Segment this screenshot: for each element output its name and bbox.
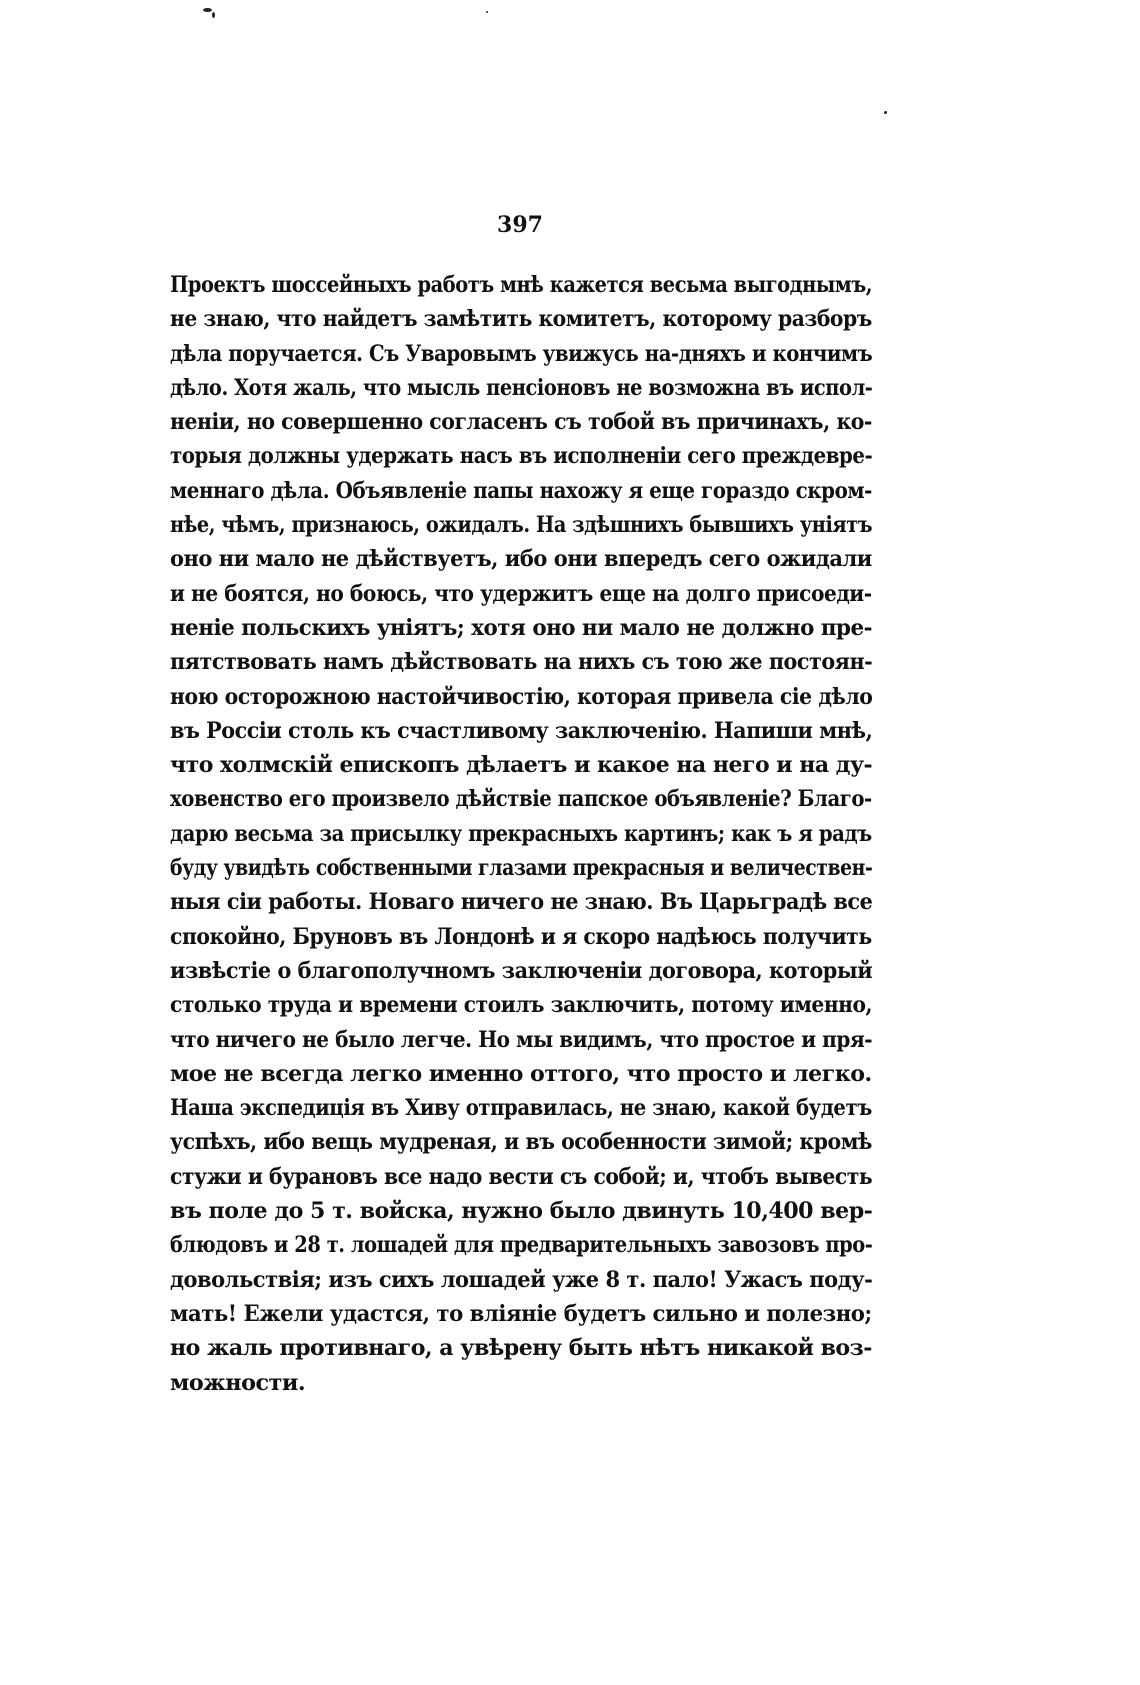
text-line: блюдовъ и 28 т. лошадей для предварительныхъ завозовъ про- (170, 1232, 873, 1259)
text-line: не знаю, что найдетъ замѣтить комитетъ, которому разборъ (170, 306, 872, 333)
text-line: но жаль противнаго, а увѣрену быть нѣтъ никакой воз- (170, 1335, 872, 1362)
text-line: стужи и бурановъ все надо вести съ собой; и, чтобъ вывесть (170, 1163, 873, 1190)
text-line: что холмскій епископъ дѣлаетъ и какое на него и на ду- (170, 752, 873, 779)
text-line: дѣло. Хотя жаль, что мысль пенсіоновъ не возможна въ испол- (170, 374, 873, 401)
ink-speck (486, 11, 488, 13)
text-line: что ничего не было легче. Но мы видимъ, что простое и пря- (170, 1026, 873, 1053)
text-line: дарю весьма за присылку прекрасныхъ картинъ; как ъ я радъ (170, 820, 872, 847)
text-line: торыя должны удержать насъ въ исполненіи сего преждевре- (170, 443, 873, 470)
text-line: ныя сіи работы. Новаго ничего не знаю. Въ Царьградѣ все (170, 889, 873, 916)
text-line: можности. (170, 1369, 306, 1396)
text-line: Наша экспедиція въ Хиву отправилась, не знаю, какой будетъ (170, 1095, 872, 1122)
text-line: спокойно, Бруновъ въ Лондонѣ и я скоро надѣюсь получить (170, 923, 872, 950)
text-line: въ поле до 5 т. войска, нужно было двинуть 10,400 вер- (170, 1198, 873, 1225)
ink-speck (212, 12, 215, 18)
text-line: нѣе, чѣмъ, признаюсь, ожидалъ. На здѣшнихъ бывшихъ уніятъ (170, 512, 873, 539)
text-line: Проектъ шоссейныхъ работъ мнѣ кажется весьма выгоднымъ, (170, 272, 873, 298)
text-line: довольствія; изъ сихъ лошадей уже 8 т. пало! Ужасъ поду- (170, 1266, 873, 1293)
ink-speck (884, 111, 887, 114)
text-line: успѣхъ, ибо вещь мудреная, и въ особенности зимой; кромѣ (170, 1129, 872, 1156)
text-line: въ Россіи столь къ счастливому заключенію. Напиши мнѣ, (170, 717, 873, 744)
text-line: неніе польскихъ уніятъ; хотя оно ни мало не должно пре- (170, 614, 872, 641)
text-line: буду увидѣть собственными глазами прекрасныя и величествен- (170, 855, 873, 882)
text-line: пятствовать намъ дѣйствовать на нихъ съ тою же постоян- (170, 649, 873, 676)
text-line: ховенство его произвело дѣйствіе папское объявленіе? Благо- (170, 786, 872, 813)
text-line: оно ни мало не дѣйствуетъ, ибо они впередъ сего ожидали (170, 546, 872, 573)
page-number: 397 (497, 212, 543, 238)
body-text (170, 268, 872, 1400)
text-line: столько труда и времени стоилъ заключить, потому именно, (170, 992, 873, 1019)
text-line: мое не всегда легко именно оттого, что просто и легко. (170, 1060, 872, 1087)
text-line: неніи, но совершенно согласенъ съ тобой въ причинахъ, ко- (170, 409, 872, 436)
ink-speck (203, 8, 212, 12)
text-line: извѣстіе о благополучномъ заключеніи договора, который (170, 957, 873, 984)
text-line: и не боятся, но боюсь, что удержитъ еще на долго присоеди- (170, 580, 872, 607)
text-line: меннаго дѣла. Объявленіе папы нахожу я еще гораздо скром- (170, 477, 872, 504)
text-line: ною осторожною настойчивостію, которая привела сіе дѣло (170, 683, 873, 710)
text-line: мать! Ежели удастся, то вліяніе будетъ сильно и полезно; (170, 1300, 872, 1327)
text-line: дѣла поручается. Съ Уваровымъ увижусь на-дняхъ и кончимъ (170, 340, 873, 367)
